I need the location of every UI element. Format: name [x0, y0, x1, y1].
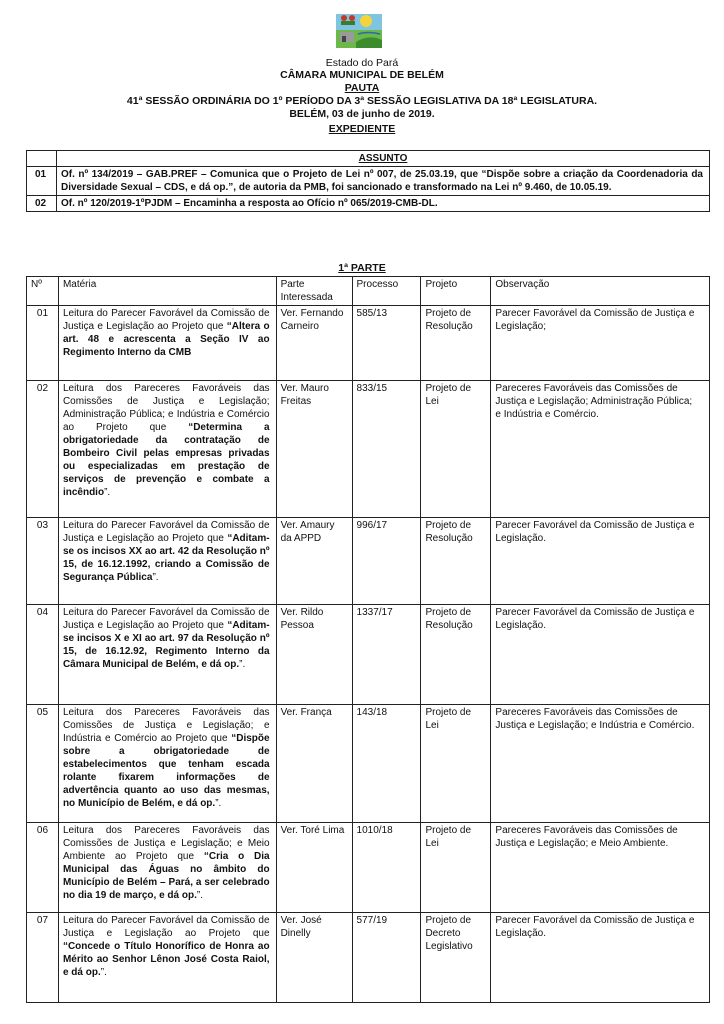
col-header-projeto: Projeto	[421, 277, 491, 306]
expediente-num-header	[27, 151, 57, 167]
document-type: PAUTA	[344, 82, 380, 94]
materia-title: “Altera o art. 48 e acrescenta a Seção IV ao Regimento Interno da CMB	[62, 321, 270, 358]
row-parte: Ver. França	[276, 705, 352, 823]
materia-intro: Leitura dos Pareceres Favoráveis das Comissões de Justiça e Legislação; e Indústria e Comércio ao Projeto que	[62, 707, 270, 744]
table-row	[27, 381, 710, 518]
col-header-observacao: Observação	[491, 277, 710, 306]
row-observacao: Parecer Favorável da Comissão de Justiça e Legislação.	[491, 605, 710, 705]
row-materia	[58, 605, 276, 705]
row-materia	[58, 518, 276, 605]
row-parte: Ver. Amaury da APPD	[276, 518, 352, 605]
row-projeto: Projeto de Resolução	[421, 306, 491, 381]
row-observacao: Pareceres Favoráveis das Comissões de Justiça e Legislação; Administração Pública; e Indústria e Comércio.	[491, 381, 710, 518]
row-materia	[58, 306, 276, 381]
expediente-num: 02	[27, 196, 57, 212]
row-parte: Ver. José Dinelly	[276, 913, 352, 1003]
row-observacao: Parecer Favorável da Comissão de Justiça e Legislação.	[491, 518, 710, 605]
parte1-title: 1ª PARTE	[338, 262, 386, 274]
materia-intro: Leitura do Parecer Favorável da Comissão de Justiça e Legislação ao Projeto que	[62, 520, 270, 544]
row-processo: 833/15	[352, 381, 421, 518]
row-projeto: Projeto de Lei	[421, 381, 491, 518]
materia-intro: Leitura do Parecer Favorável da Comissão de Justiça e Legislação ao Projeto que	[62, 308, 270, 332]
materia-title: “Aditam-se os incisos XX ao art. 42 da Resolução nº 15, de 16.12.1992, criando a Comissão de Segurança Pública	[62, 533, 270, 583]
row-num: 02	[27, 381, 59, 518]
materia-title: “Aditam-se incisos X e XI ao art. 97 da Resolução nº 15, de 16.12.92, Regimento Interno da Câmara Municipal de Belém, e dá op.	[62, 620, 270, 670]
section-expediente: EXPEDIENTE	[328, 123, 396, 135]
materia-title: “Determina a obrigatoriedade da contratação de Bombeiro Civil pelas empresas privadas ou especializadas em prestação de serviços de prevenção e combate a incêndio	[62, 422, 270, 498]
row-num: 03	[27, 518, 59, 605]
row-projeto: Projeto de Lei	[421, 705, 491, 823]
col-header-materia: Matéria	[58, 277, 276, 306]
session-title: 41ª SESSÃO ORDINÁRIA DO 1º PERÍODO DA 3ª SESSÃO LEGISLATIVA DA 18ª LEGISLATURA.	[126, 95, 598, 107]
expediente-row	[27, 196, 710, 212]
expediente-header-row	[27, 151, 710, 167]
materia-tail: ”.	[104, 487, 111, 498]
date-line: BELÉM, 03 de junho de 2019.	[289, 108, 435, 120]
table-row	[27, 705, 710, 823]
row-processo: 577/19	[352, 913, 421, 1003]
assunto-header: ASSUNTO	[57, 151, 710, 167]
row-projeto: Projeto de Lei	[421, 823, 491, 913]
materia-intro: Leitura dos Pareceres Favoráveis das Comissões de Justiça e Legislação; Administração Pública; e Indústria e Comércio ao Projeto que	[62, 383, 270, 433]
expediente-text: Of. nº 134/2019 – GAB.PREF – Comunica que o Projeto de Lei nº 007, de 25.03.19, que “Dispõe sobre a criação da Coordenadoria da Diversidade Sexual – CDS, e dá op.”, de autoria da PMB, foi sancionado e transformado na Lei nº 9.460, de 10.05.19.	[57, 167, 710, 196]
row-parte: Ver. Fernando Carneiro	[276, 306, 352, 381]
row-projeto: Projeto de Resolução	[421, 518, 491, 605]
table-row	[27, 605, 710, 705]
materia-title: “Concede o Título Honorífico de Honra ao Mérito ao Senhor Lênon José Costa Raiol, e dá op.	[62, 941, 270, 978]
row-parte: Ver. Toré Lima	[276, 823, 352, 913]
materia-intro: Leitura do Parecer Favorável da Comissão de Justiça e Legislação ao Projeto que	[62, 607, 270, 631]
row-materia	[58, 705, 276, 823]
row-num: 04	[27, 605, 59, 705]
expediente-row	[27, 167, 710, 196]
table-row	[27, 518, 710, 605]
row-observacao: Pareceres Favoráveis das Comissões de Justiça e Legislação; e Meio Ambiente.	[491, 823, 710, 913]
materia-title: “Dispõe sobre a obrigatoriedade de estabelecimentos que tenham escada rolante fixarem informações de advertência quanto ao uso das mesmas, no Município de Belém, e dá op.	[62, 733, 270, 809]
row-parte: Ver. Mauro Freitas	[276, 381, 352, 518]
materia-intro: Leitura dos Pareceres Favoráveis das Comissões de Justiça e Legislação; e Meio Ambiente ao Projeto que	[62, 825, 270, 862]
expediente-text: Of. nº 120/2019-1ºPJDM – Encaminha a resposta ao Ofício nº 065/2019-CMB-DL.	[57, 196, 710, 212]
row-num: 01	[27, 306, 59, 381]
table-row	[27, 823, 710, 913]
parte1-table	[26, 276, 710, 1003]
row-parte: Ver. Rildo Pessoa	[276, 605, 352, 705]
row-num: 05	[27, 705, 59, 823]
materia-tail: ”.	[152, 572, 159, 583]
row-observacao: Parecer Favorável da Comissão de Justiça e Legislação;	[491, 306, 710, 381]
institution-name: CÂMARA MUNICIPAL DE BELÉM	[280, 69, 444, 81]
col-header-parte: Parte Interessada	[276, 277, 352, 306]
materia-tail: ”.	[100, 967, 107, 978]
expediente-table	[26, 150, 710, 212]
row-projeto: Projeto de Decreto Legislativo	[421, 913, 491, 1003]
row-num: 06	[27, 823, 59, 913]
row-materia	[58, 823, 276, 913]
row-observacao: Parecer Favorável da Comissão de Justiça e Legislação.	[491, 913, 710, 1003]
table-row	[27, 306, 710, 381]
state-name: Estado do Pará	[325, 57, 399, 69]
expediente-num: 01	[27, 167, 57, 196]
row-processo: 585/13	[352, 306, 421, 381]
materia-intro: Leitura do Parecer Favorável da Comissão de Justiça e Legislação ao Projeto que	[62, 915, 270, 939]
table-row	[27, 913, 710, 1003]
materia-title: “Cria o Dia Municipal das Águas no âmbito do Município de Belém – Pará, a ser celebrado no dia 19 de março, e dá op.	[62, 851, 270, 901]
row-materia	[58, 381, 276, 518]
municipal-coat-of-arms-icon	[334, 12, 384, 50]
materia-tail: ”.	[239, 659, 246, 670]
row-observacao: Pareceres Favoráveis das Comissões de Justiça e Legislação; e Indústria e Comércio.	[491, 705, 710, 823]
table-header-row	[27, 277, 710, 306]
materia-tail: ”.	[215, 798, 222, 809]
row-projeto: Projeto de Resolução	[421, 605, 491, 705]
row-processo: 143/18	[352, 705, 421, 823]
materia-tail: ”.	[196, 890, 203, 901]
row-processo: 996/17	[352, 518, 421, 605]
row-processo: 1337/17	[352, 605, 421, 705]
col-header-processo: Processo	[352, 277, 421, 306]
row-materia	[58, 913, 276, 1003]
row-processo: 1010/18	[352, 823, 421, 913]
row-num: 07	[27, 913, 59, 1003]
col-header-num: Nº	[27, 277, 59, 306]
